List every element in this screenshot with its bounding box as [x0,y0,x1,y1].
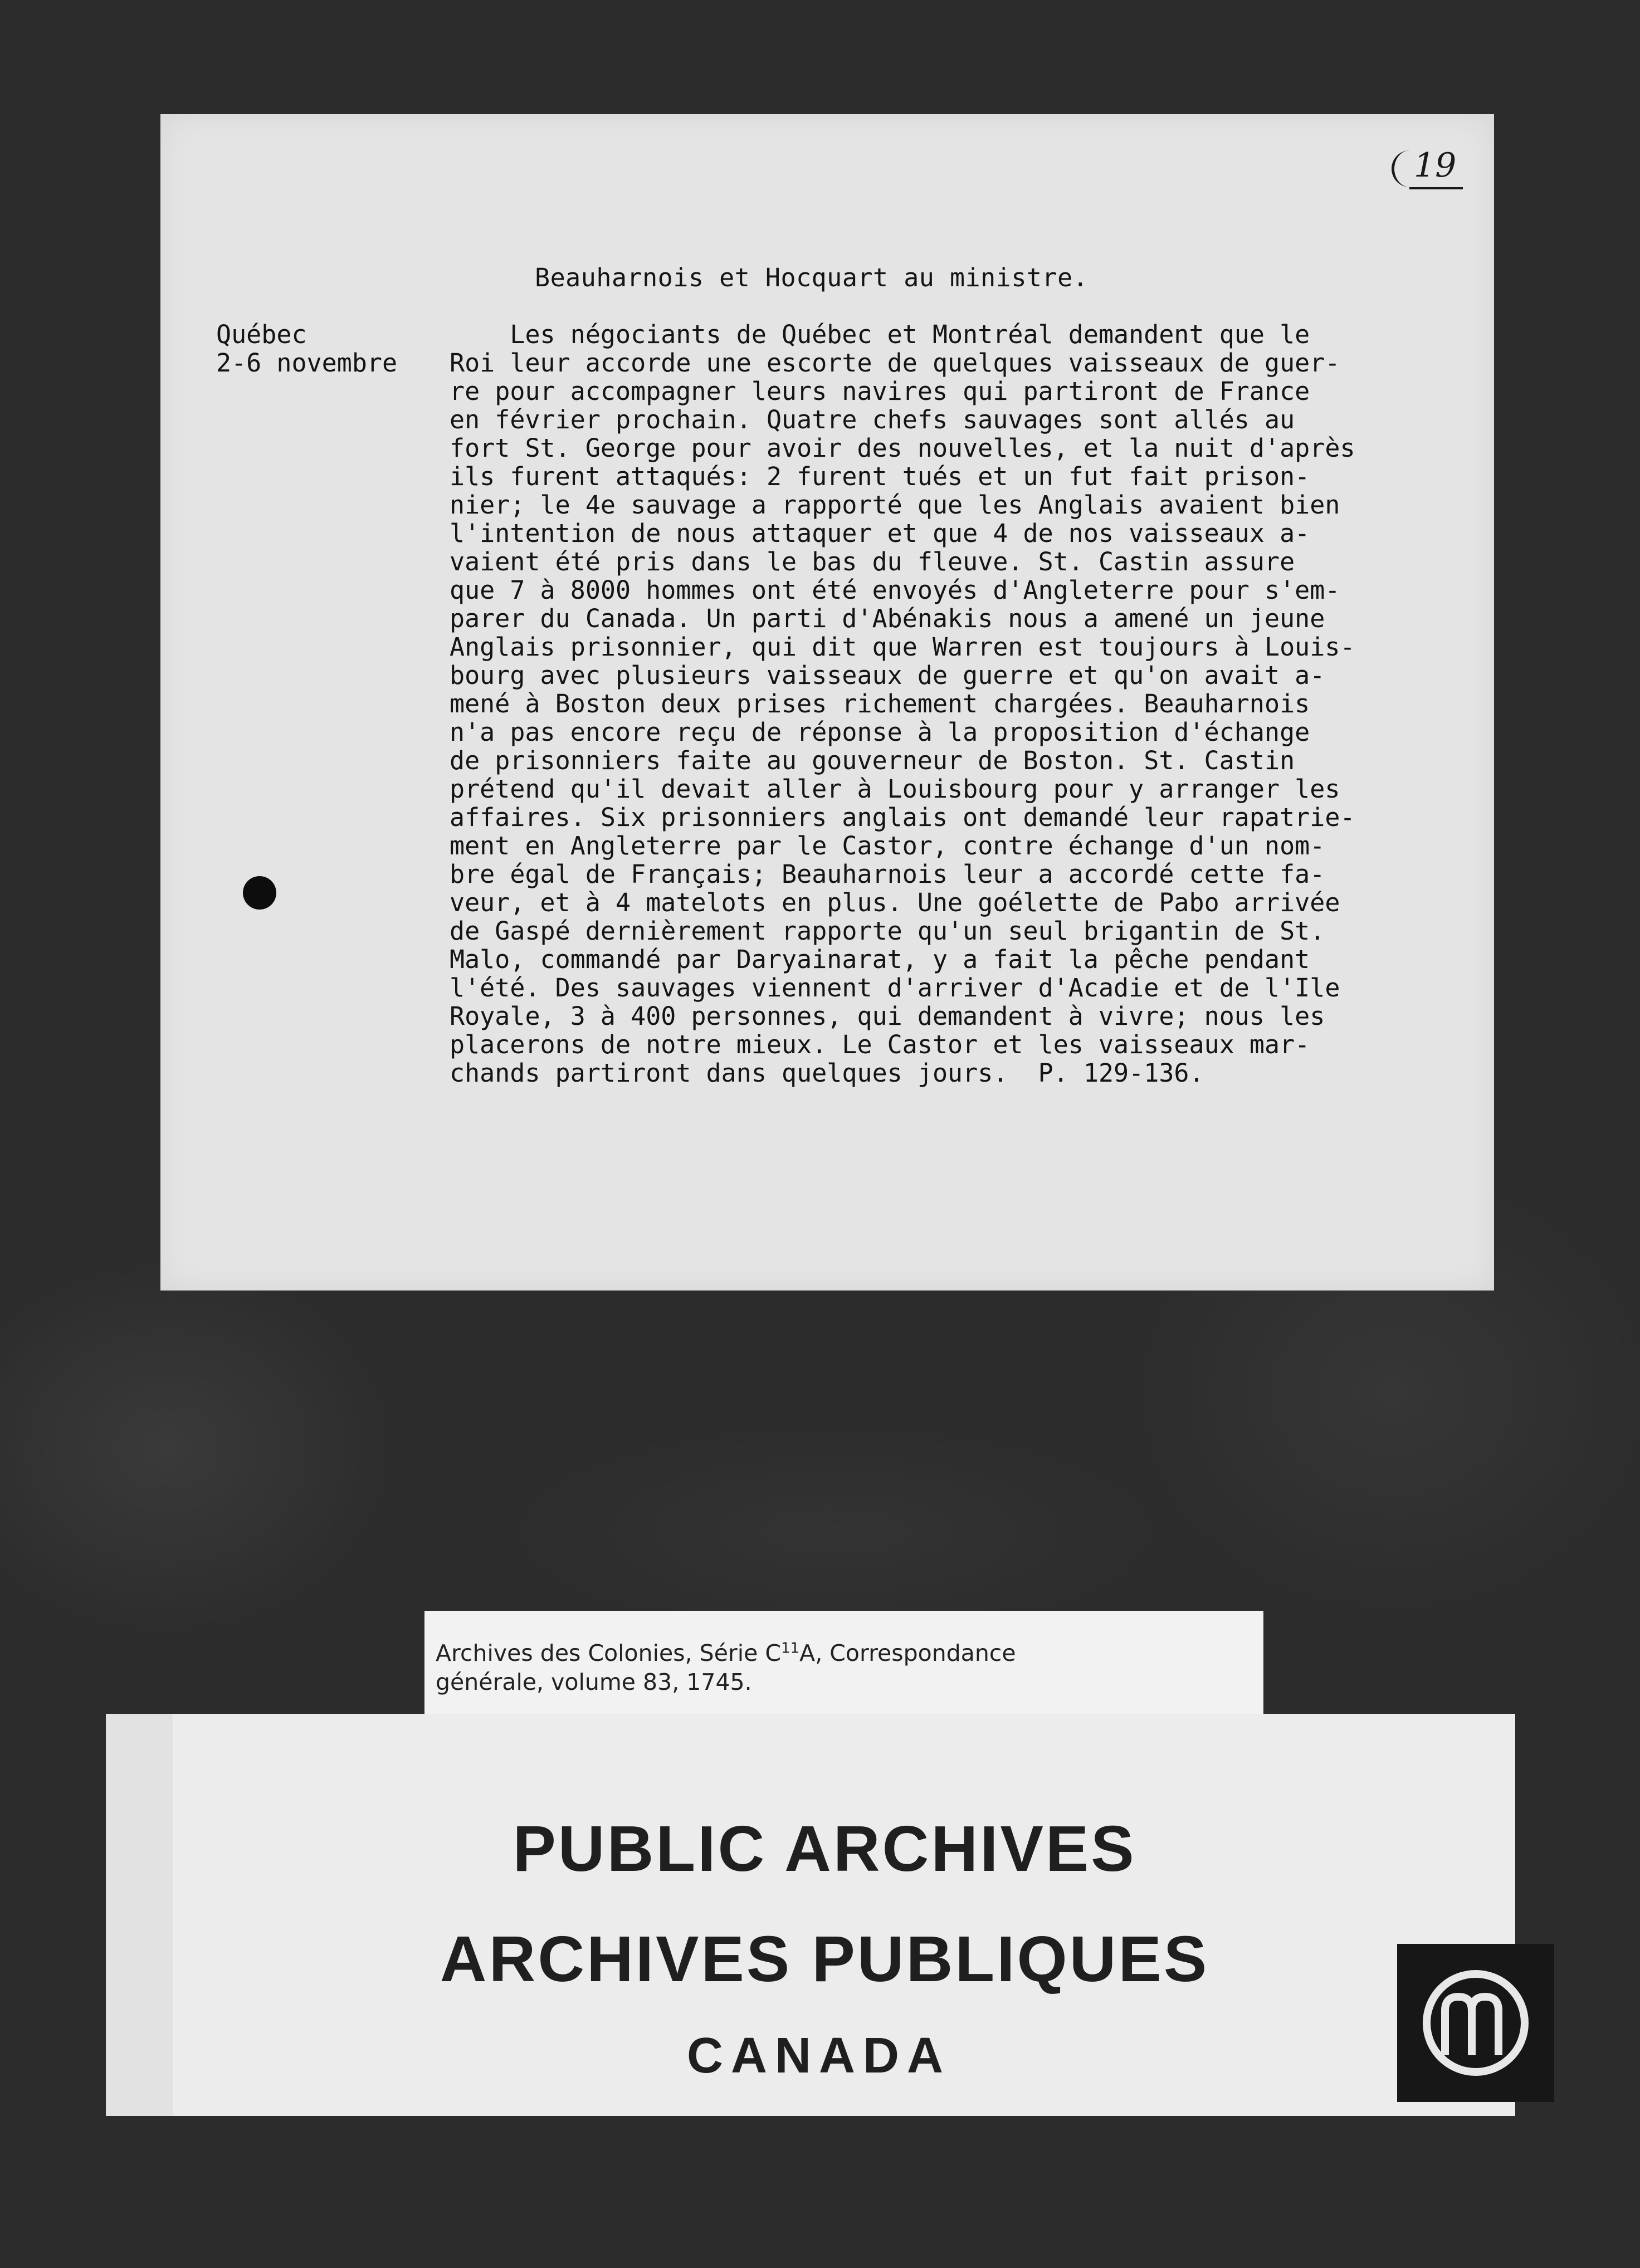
punch-hole-dot [243,876,276,910]
body-line: chands partiront dans quelques jours. P. 129-136. [450,1058,1204,1088]
body-line: bre égal de Français; Beauharnois leur a accordé cette fa- [450,859,1325,889]
body-line: affaires. Six prisonniers anglais ont demandé leur rapatrie- [450,803,1355,832]
document-body [450,320,1355,1087]
body-line: mené à Boston deux prises richement chargées. Beauharnois [450,689,1310,718]
archives-logo-icon [1397,1944,1554,2102]
citation-text [436,1639,1016,1697]
body-line: ils furent attaqués: 2 furent tués et un fut fait prison- [450,462,1310,491]
body-line: Royale, 3 à 400 personnes, qui demandent à vivre; nous les [450,1001,1325,1031]
folio-underline [1409,187,1463,189]
body-line: de Gaspé dernièrement rapporte qu'un seul brigantin de St. [450,916,1325,946]
body-line: fort St. George pour avoir des nouvelles, et la nuit d'après [450,433,1355,463]
body-line: nier; le 4e sauvage a rapporté que les Anglais avaient bien [450,490,1340,520]
place-date [216,320,397,377]
banner-edge [106,1714,173,2116]
banner-line-french: ARCHIVES PUBLIQUES [440,1923,1209,1995]
banner-line-english: PUBLIC ARCHIVES [512,1812,1136,1885]
body-line: placerons de notre mieux. Le Castor et les vaisseaux mar- [450,1030,1310,1059]
body-line: l'été. Des sauvages viennent d'arriver d'Acadie et de l'Ile [450,973,1340,1003]
place: Québec [216,320,307,349]
body-line: re pour accompagner leurs navires qui partiront de France [450,377,1310,406]
body-line: veur, et à 4 matelots en plus. Une goélette de Pabo arrivée [450,888,1340,917]
body-line: parer du Canada. Un parti d'Abénakis nous a amené un jeune [450,604,1325,633]
body-line: n'a pas encore reçu de réponse à la proposition d'échange [450,717,1310,747]
body-line: Roi leur accorde une escorte de quelques vaisseaux de guer- [450,348,1340,378]
body-line: de prisonniers faite au gouverneur de Boston. St. Castin [450,746,1295,775]
citation-superscript: 11 [781,1640,800,1657]
body-line: Malo, commandé par Daryainarat, y a fait la pêche pendant [450,945,1310,974]
body-line: ment en Angleterre par le Castor, contre échange d'un nom- [450,831,1325,861]
body-line: prétend qu'il devait aller à Louisbourg pour y arranger les [450,774,1340,804]
citation-line2: générale, volume 83, 1745. [436,1669,752,1695]
body-line: Les négociants de Québec et Montréal demandent que le [450,320,1310,349]
folio-number: 19 [1414,146,1457,185]
body-line: en février prochain. Quatre chefs sauvages sont allés au [450,405,1295,434]
body-line: l'intention de nous attaquer et que 4 de nos vaisseaux a- [450,519,1310,548]
citation-line1-pre: Archives des Colonies, Série C [436,1640,782,1666]
citation-line1-post: A, Correspondance [799,1640,1016,1666]
body-line: Anglais prisonnier, qui dit que Warren est toujours à Louis- [450,632,1355,662]
date: 2-6 novembre [216,348,398,378]
body-line: que 7 à 8000 hommes ont été envoyés d'Angleterre pour s'em- [450,575,1340,605]
body-line: bourg avec plusieurs vaisseaux de guerre et qu'on avait a- [450,661,1325,690]
banner-line-country: CANADA [687,2028,951,2084]
body-line: vaient été pris dans le bas du fleuve. St. Castin assure [450,547,1295,576]
document-title: Beauharnois et Hocquart au ministre. [535,263,1089,292]
